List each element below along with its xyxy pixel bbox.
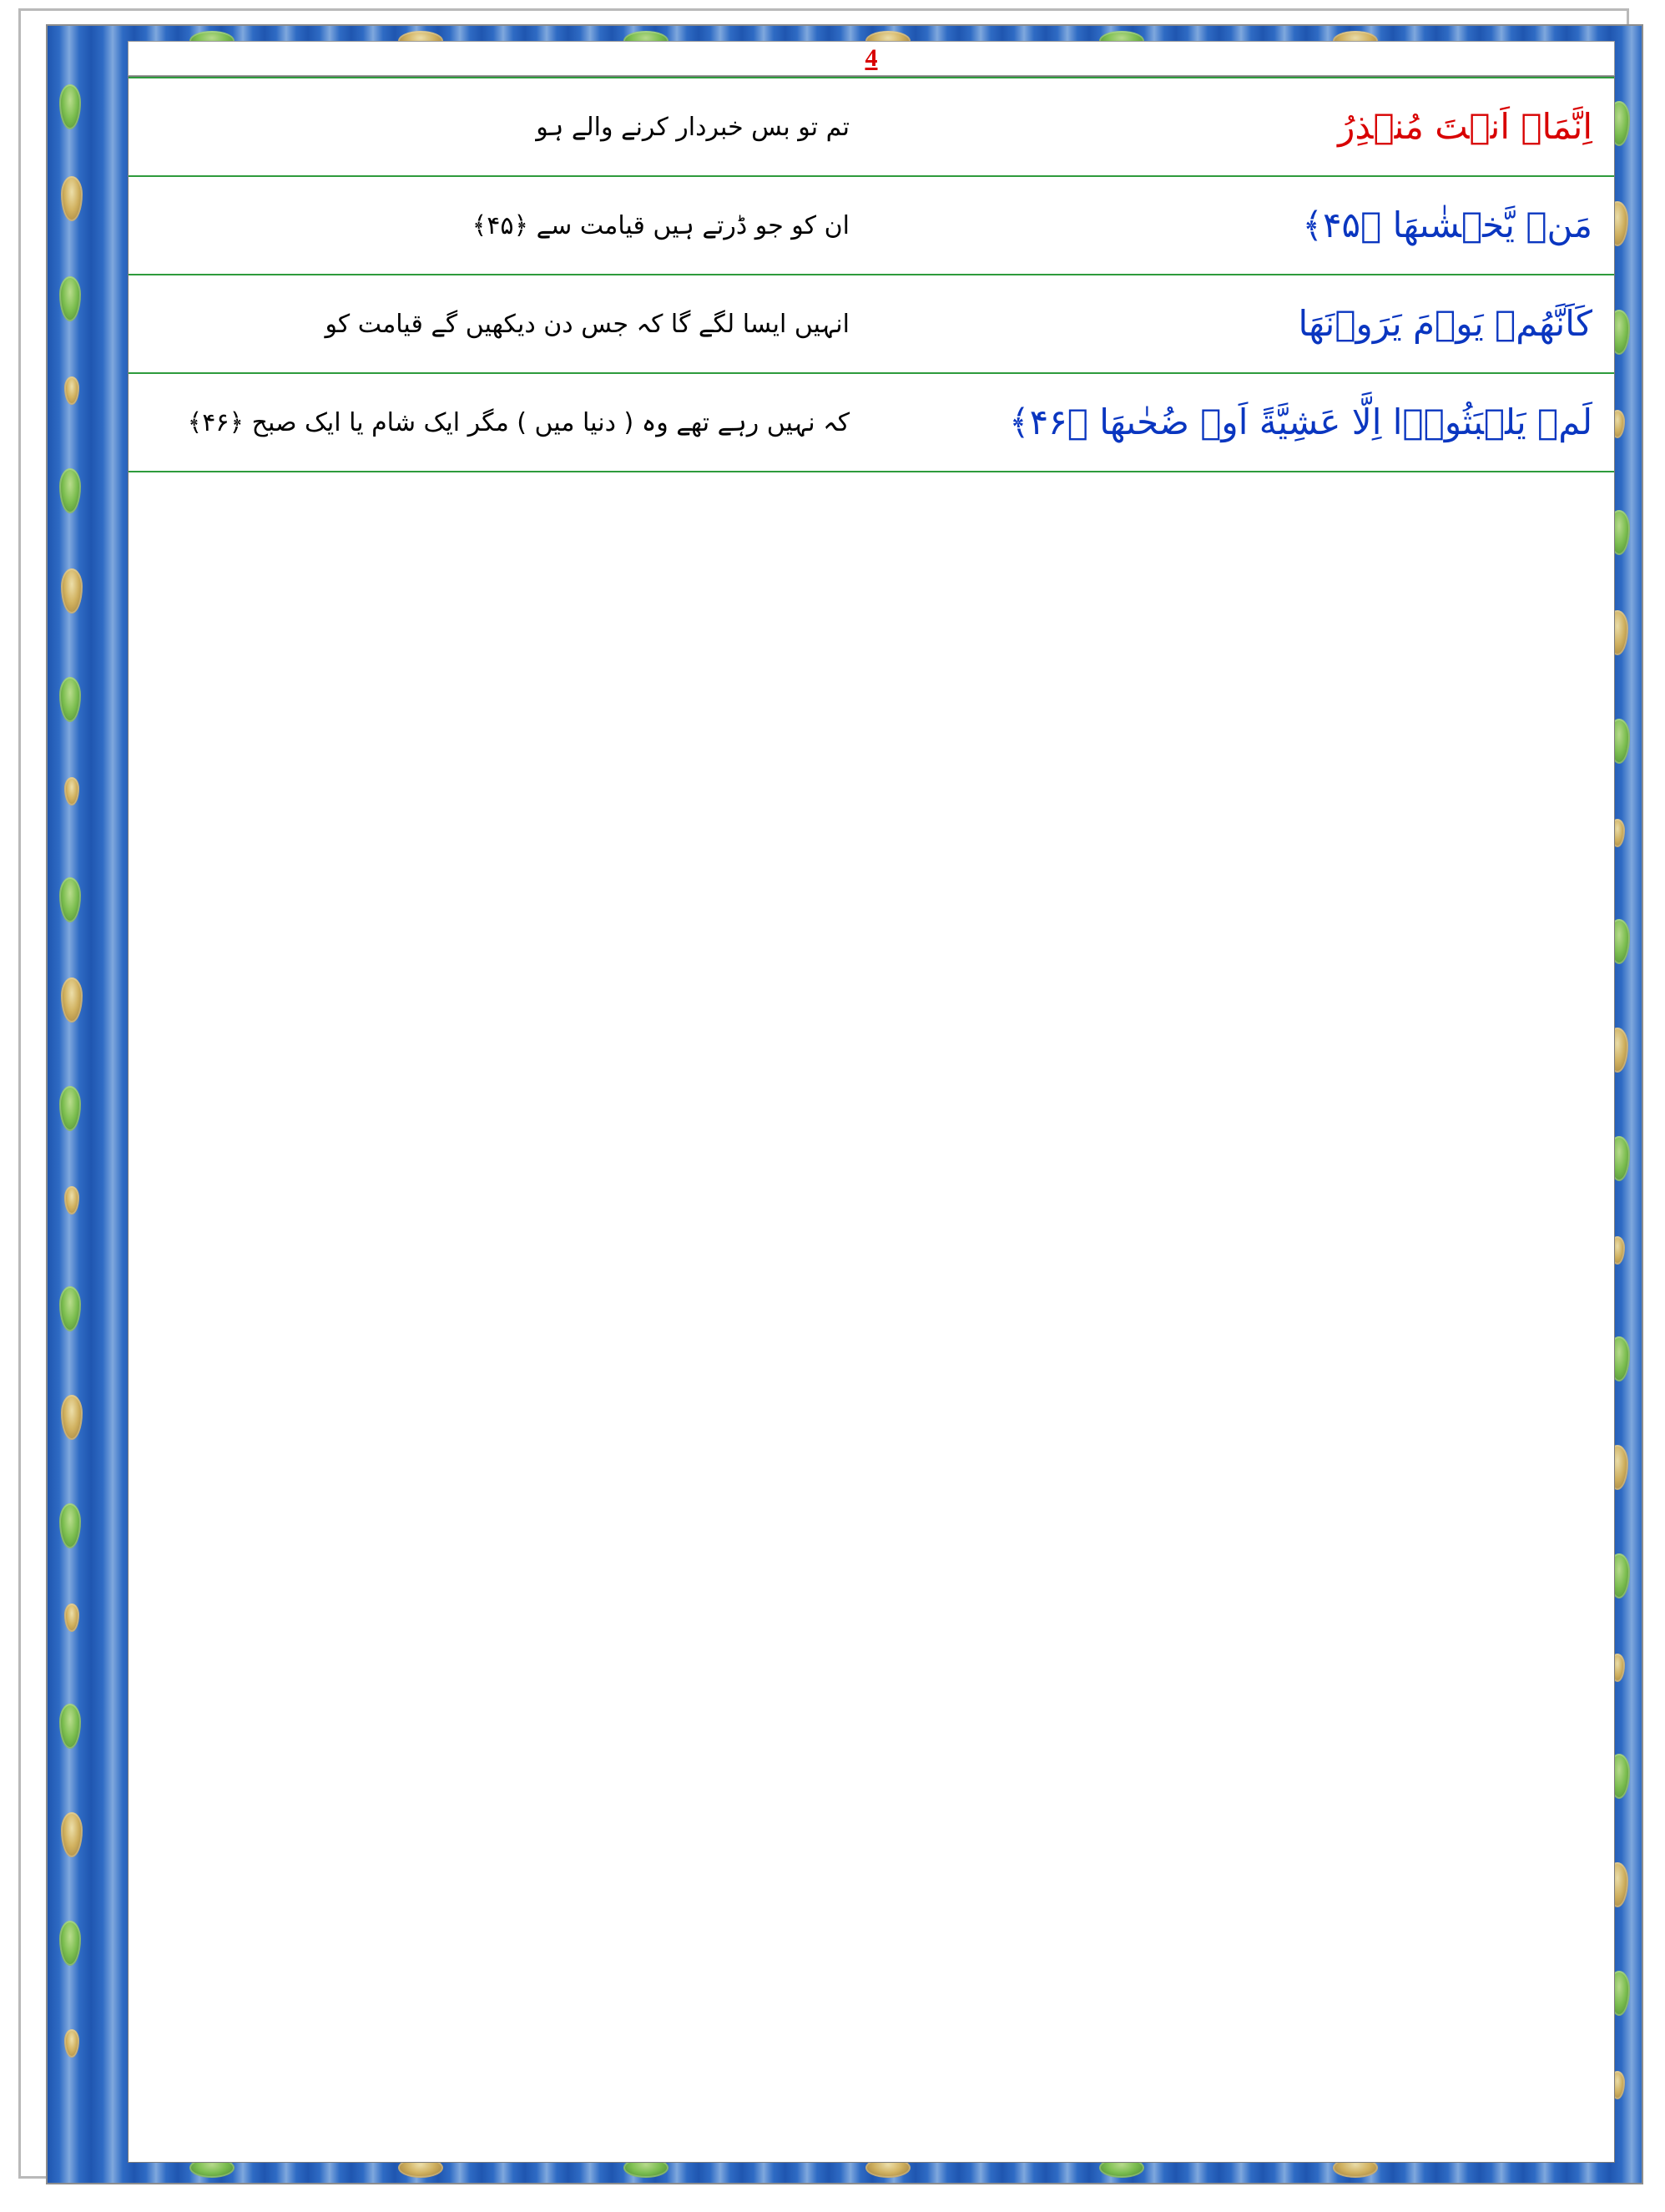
page-number-strip [128, 41, 1615, 76]
border-motif-icon [64, 2029, 79, 2058]
arabic-text: كَاَنَّهُمۡ یَوۡمَ یَرَوۡنَهَا [1298, 303, 1592, 345]
border-motif-icon [64, 376, 79, 405]
verse-row [129, 275, 1614, 373]
page-outer-border [18, 8, 1629, 2179]
border-motif-icon [59, 1286, 81, 1331]
border-motif-icon [64, 1603, 79, 1632]
border-motif-icon [61, 176, 83, 221]
arabic-text: لَمۡ یَلۡبَثُوۡۤا اِلَّا عَشِیَّةً اَوۡ ضُحٰىهَا ﴿۴۶﴾ [1008, 401, 1592, 443]
border-motif-icon [59, 877, 81, 922]
border-motif-icon [59, 1704, 81, 1749]
border-motif-icon [64, 1186, 79, 1215]
blank-page-area [129, 477, 1614, 2155]
page-number: 4 [865, 44, 878, 72]
text-area [128, 76, 1615, 2163]
arabic-text: مَنۡ یَّخۡشٰىهَا ﴿۴۵﴾ [1302, 205, 1592, 246]
border-motif-icon [59, 276, 81, 321]
border-motif-icon [64, 777, 79, 806]
urdu-translation: تم تو بس خبردار کرنے والے ہو [536, 112, 850, 142]
border-motif-icon [61, 977, 83, 1023]
border-motif-icon [59, 1086, 81, 1131]
border-motif-icon [61, 1395, 83, 1440]
border-motif-icon [59, 677, 81, 722]
urdu-translation: ان کو جو ڈرتے ہیں قیامت سے ﴿۴۵﴾ [472, 210, 850, 240]
border-motif-icon [59, 468, 81, 513]
urdu-translation: انہیں ایسا لگے گا کہ جس دن دیکھیں گے قیامت کو [325, 309, 850, 339]
urdu-translation: کہ نہیں رہے تھے وہ ( دنیا میں ) مگر ایک شام یا ایک صبح ﴿۴۶﴾ [187, 407, 850, 437]
border-motif-icon [61, 1812, 83, 1857]
arabic-text: اِنَّمَاۤ اَنۡتَ مُنۡذِرُ [1338, 106, 1592, 148]
border-motif-icon [59, 1503, 81, 1548]
ornamental-border-band [46, 24, 1643, 2184]
verse-row [129, 78, 1614, 176]
verse-row [129, 176, 1614, 275]
border-motif-icon [59, 84, 81, 129]
verse-row [129, 373, 1614, 472]
border-motif-icon [59, 1921, 81, 1966]
border-motif-icon [61, 568, 83, 614]
verse-table [129, 77, 1614, 472]
